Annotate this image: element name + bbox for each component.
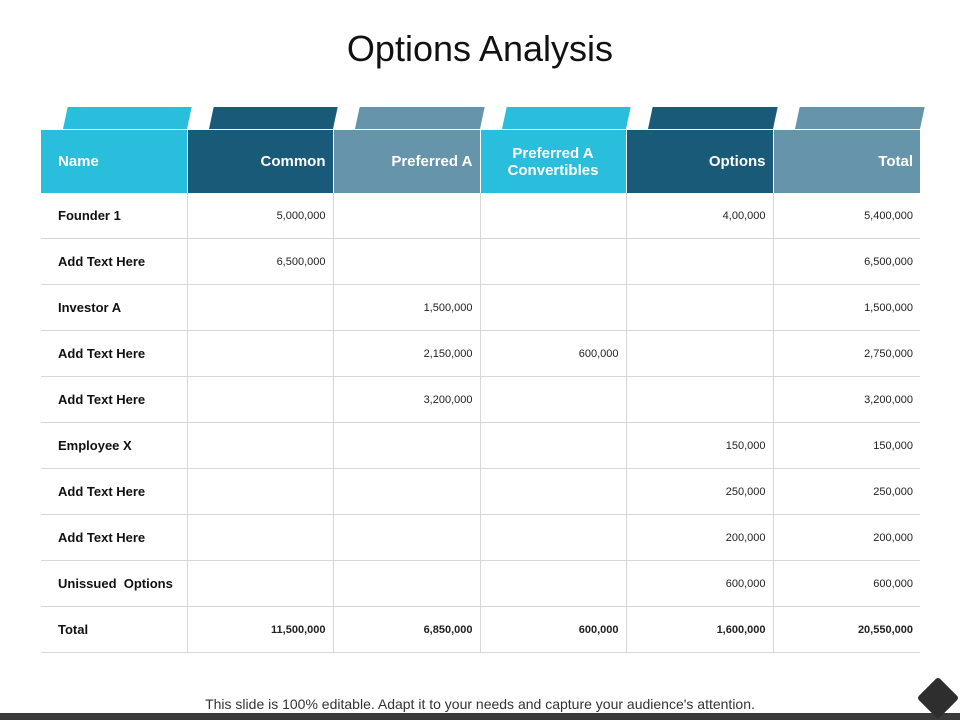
cell-total: 5,400,000 xyxy=(773,193,920,239)
column-header-total: Total xyxy=(773,130,920,193)
cell-total: 1,500,000 xyxy=(773,285,920,331)
table-row xyxy=(41,331,920,377)
column-header-name: Name xyxy=(41,130,187,193)
cell-preferred-a xyxy=(333,469,480,515)
column-header-preferred-a-convertibles: Preferred A Convertibles xyxy=(480,130,626,193)
cell-preferred-a-convertibles xyxy=(480,193,626,239)
cell-common xyxy=(187,561,333,607)
cell-preferred-a-convertibles xyxy=(480,285,626,331)
grand-total: 20,550,000 xyxy=(773,607,920,653)
cell-options xyxy=(626,331,773,377)
cell-preferred-a xyxy=(333,561,480,607)
cell-common xyxy=(187,377,333,423)
total-preferred-a-convertibles: 600,000 xyxy=(480,607,626,653)
cell-options: 200,000 xyxy=(626,515,773,561)
cell-total: 600,000 xyxy=(773,561,920,607)
cell-preferred-a xyxy=(333,423,480,469)
column-header-common: Common xyxy=(187,130,333,193)
cell-total: 3,200,000 xyxy=(773,377,920,423)
cell-options xyxy=(626,377,773,423)
row-label: Add Text Here xyxy=(41,515,187,561)
cell-preferred-a-convertibles xyxy=(480,423,626,469)
header-tab xyxy=(502,107,631,129)
cell-total: 150,000 xyxy=(773,423,920,469)
cell-total: 250,000 xyxy=(773,469,920,515)
header-tab-strip xyxy=(41,107,920,130)
cell-preferred-a xyxy=(333,515,480,561)
cell-options: 600,000 xyxy=(626,561,773,607)
table-row xyxy=(41,239,920,285)
cell-preferred-a xyxy=(333,193,480,239)
header-tab xyxy=(795,107,925,129)
row-label: Founder 1 xyxy=(41,193,187,239)
header-tab xyxy=(209,107,338,129)
footer-bar xyxy=(0,713,960,720)
cell-options: 150,000 xyxy=(626,423,773,469)
header-tab xyxy=(63,107,192,129)
header-tab xyxy=(355,107,485,129)
cell-preferred-a-convertibles xyxy=(480,377,626,423)
cell-total: 6,500,000 xyxy=(773,239,920,285)
table-row xyxy=(41,193,920,239)
row-label: Add Text Here xyxy=(41,469,187,515)
footer-note: This slide is 100% editable. Adapt it to your needs and capture your audience's attention. xyxy=(205,696,755,712)
column-header-options: Options xyxy=(626,130,773,193)
slide-title: Options Analysis xyxy=(346,28,614,69)
cell-common xyxy=(187,515,333,561)
cell-common xyxy=(187,469,333,515)
options-table xyxy=(41,130,920,653)
cell-common xyxy=(187,285,333,331)
table-row xyxy=(41,515,920,561)
cell-preferred-a-convertibles xyxy=(480,239,626,285)
cell-options: 250,000 xyxy=(626,469,773,515)
cell-preferred-a: 1,500,000 xyxy=(333,285,480,331)
cell-preferred-a-convertibles xyxy=(480,515,626,561)
cell-preferred-a xyxy=(333,239,480,285)
row-label: Investor A xyxy=(41,285,187,331)
cell-options xyxy=(626,239,773,285)
table-row xyxy=(41,377,920,423)
column-header-preferred-a: Preferred A xyxy=(333,130,480,193)
cell-preferred-a: 3,200,000 xyxy=(333,377,480,423)
cell-options xyxy=(626,285,773,331)
header-row xyxy=(41,130,920,193)
total-row xyxy=(41,607,920,653)
cell-total: 2,750,000 xyxy=(773,331,920,377)
total-options: 1,600,000 xyxy=(626,607,773,653)
header-tab xyxy=(648,107,778,129)
cell-total: 200,000 xyxy=(773,515,920,561)
cell-options: 4,00,000 xyxy=(626,193,773,239)
cell-preferred-a: 2,150,000 xyxy=(333,331,480,377)
cell-common xyxy=(187,423,333,469)
total-preferred-a: 6,850,000 xyxy=(333,607,480,653)
cell-preferred-a-convertibles xyxy=(480,561,626,607)
cell-preferred-a-convertibles: 600,000 xyxy=(480,331,626,377)
cell-common xyxy=(187,331,333,377)
table-row xyxy=(41,423,920,469)
row-label: Unissued Options xyxy=(41,561,187,607)
row-label: Add Text Here xyxy=(41,331,187,377)
table-row xyxy=(41,285,920,331)
cell-common: 6,500,000 xyxy=(187,239,333,285)
total-label: Total xyxy=(41,607,187,653)
row-label: Add Text Here xyxy=(41,377,187,423)
total-common: 11,500,000 xyxy=(187,607,333,653)
cell-preferred-a-convertibles xyxy=(480,469,626,515)
table-row xyxy=(41,561,920,607)
row-label: Add Text Here xyxy=(41,239,187,285)
table-row xyxy=(41,469,920,515)
cell-common: 5,000,000 xyxy=(187,193,333,239)
row-label: Employee X xyxy=(41,423,187,469)
